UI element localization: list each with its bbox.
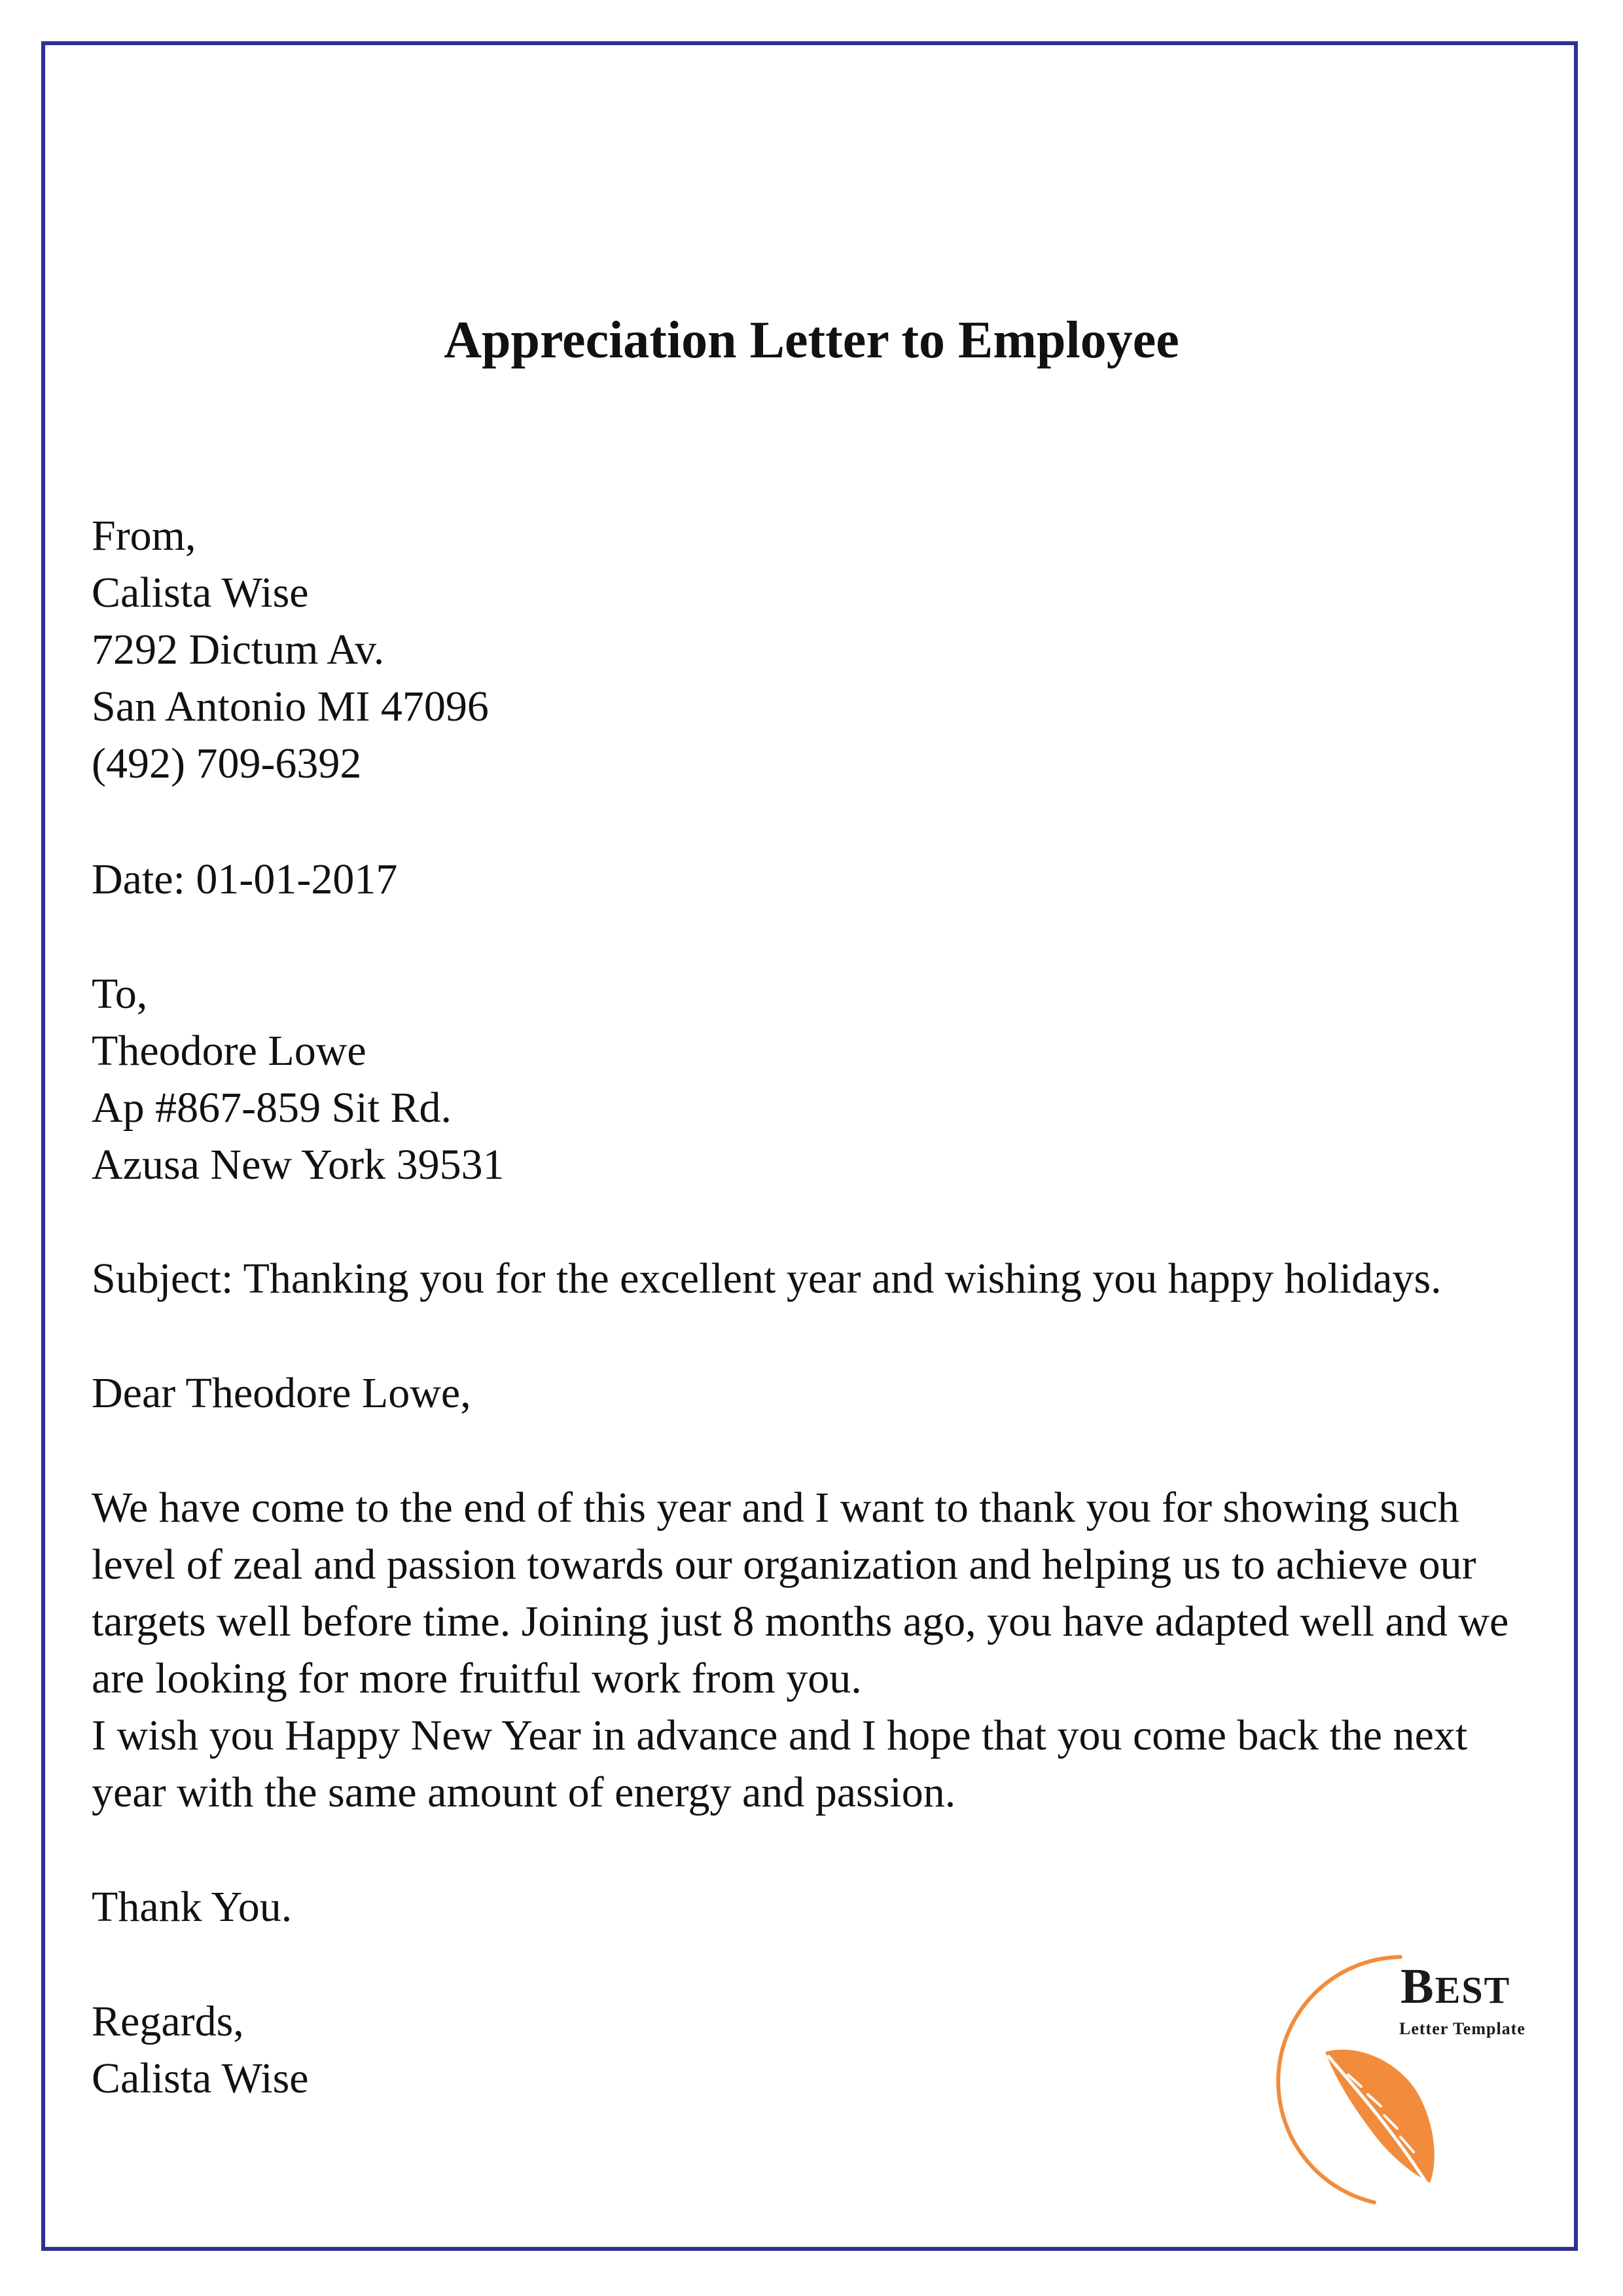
signer-name: Calista Wise bbox=[92, 2054, 309, 2102]
body-line: I wish you Happy New Year in advance and I hope that you come back the next bbox=[92, 1712, 1468, 1759]
recipient-name: Theodore Lowe bbox=[92, 1027, 366, 1075]
letter-body bbox=[92, 1479, 1531, 1821]
thank-you-line: Thank You. bbox=[92, 1883, 293, 1931]
sender-city: San Antonio MI 47096 bbox=[92, 683, 489, 730]
recipient-address-block bbox=[92, 965, 1531, 1193]
feather-quill-icon bbox=[1325, 2049, 1435, 2196]
logo-brand-text: BEST bbox=[1400, 1959, 1511, 2014]
closing-regards: Regards, bbox=[92, 1998, 244, 2045]
body-line: We have come to the end of this year and I want to thank you for showing such bbox=[92, 1484, 1459, 1532]
subject-line: Subject: Thanking you for the excellent year and wishing you happy holidays. bbox=[92, 1255, 1442, 1302]
date-block bbox=[92, 851, 1531, 908]
to-label: To, bbox=[92, 970, 148, 1018]
salutation-block bbox=[92, 1365, 1531, 1422]
from-label: From, bbox=[92, 512, 196, 560]
recipient-street: Ap #867-859 Sit Rd. bbox=[92, 1084, 452, 1132]
letter-date: Date: 01-01-2017 bbox=[92, 855, 398, 903]
body-line: level of zeal and passion towards our organization and helping us to achieve our bbox=[92, 1541, 1476, 1588]
sender-street: 7292 Dictum Av. bbox=[92, 626, 385, 673]
logo-tagline: Letter Template bbox=[1399, 2019, 1525, 2038]
sender-name: Calista Wise bbox=[92, 569, 309, 617]
letter-title: Appreciation Letter to Employee bbox=[444, 312, 1179, 369]
salutation: Dear Theodore Lowe, bbox=[92, 1369, 471, 1417]
body-line: targets well before time. Joining just 8 months ago, you have adapted well and we bbox=[92, 1598, 1509, 1645]
sender-phone: (492) 709-6392 bbox=[92, 740, 362, 787]
body-line: are looking for more fruitful work from you. bbox=[92, 1655, 862, 1702]
subject-block bbox=[92, 1250, 1531, 1307]
recipient-city: Azusa New York 39531 bbox=[92, 1141, 505, 1189]
body-line: year with the same amount of energy and passion. bbox=[92, 1768, 956, 1816]
sender-address-block bbox=[92, 507, 1531, 792]
thanks-block bbox=[92, 1878, 1531, 1935]
